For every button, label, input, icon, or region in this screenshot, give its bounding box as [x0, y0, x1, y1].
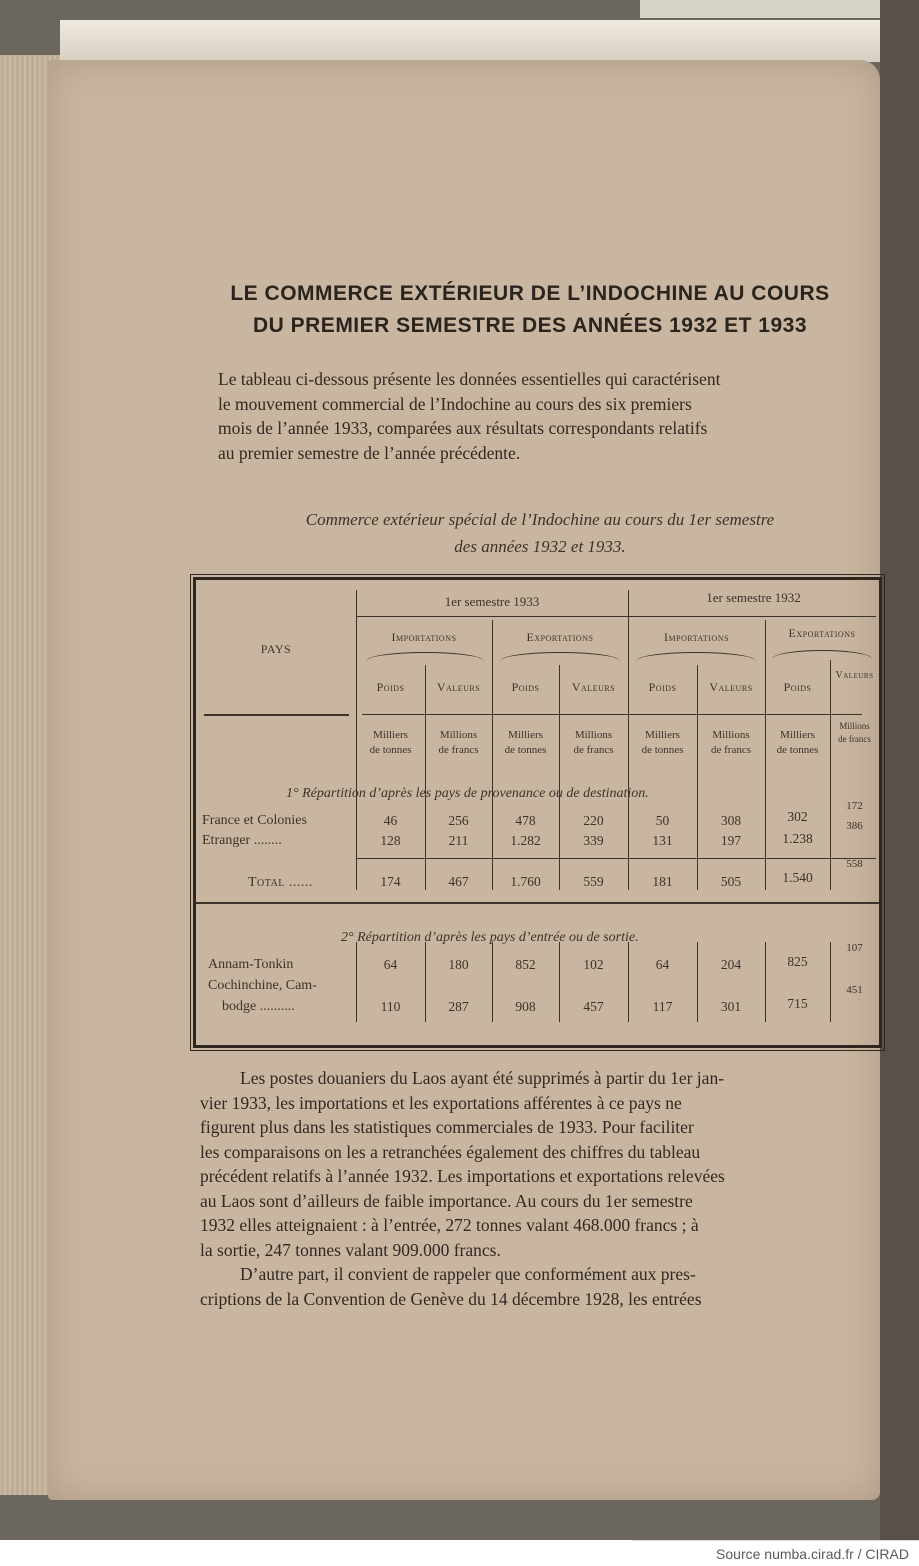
- exportations-1933-header: Exportations: [526, 630, 594, 644]
- unit-poids: Milliers de tonnes: [504, 729, 547, 756]
- para-line: 1932 elles atteignaient : à l’entrée, 272 tonnes valant 468.000 francs ; à: [200, 1215, 699, 1235]
- table-caption-line-2: des années 1932 et 1933.: [454, 537, 626, 556]
- intro-paragraph: [218, 367, 858, 465]
- title-line-2: DU PREMIER SEMESTRE DES ANNÉES 1932 ET 1933: [252, 314, 808, 337]
- poids-header: Poids: [511, 680, 540, 694]
- laos-paragraph: [200, 1066, 865, 1262]
- intro-line: au premier semestre de l’année précédente.: [218, 442, 521, 463]
- page-top-fold: [60, 20, 880, 62]
- unit-valeurs: Millions de francs: [710, 729, 751, 756]
- table-caption-line-1: Commerce extérieur spécial de l’Indochine au cours du 1er semestre: [305, 510, 775, 529]
- row-label-etranger: Etranger ........: [202, 833, 282, 848]
- para-line: les comparaisons on les a retranchées également des chiffres du tableau: [200, 1141, 701, 1162]
- valeurs-header: Valeurs: [436, 680, 481, 694]
- para-line: la sortie, 247 tonnes valant 909.000 francs.: [200, 1239, 501, 1260]
- binding-shadow: [880, 0, 919, 1540]
- para-line: précédent relatifs à l’année 1932. Les importations et exportations relevées: [200, 1166, 725, 1186]
- row-label-annam-tonkin: Annam-Tonkin: [208, 957, 294, 972]
- valeurs-header: Valeurs: [571, 680, 616, 694]
- intro-line: mois de l’année 1933, comparées aux résultats correspondants relatifs: [218, 418, 708, 438]
- poids-header: Poids: [376, 680, 405, 694]
- section-2-heading: 2° Répartition d’après les pays d’entrée ou de sortie.: [341, 930, 639, 945]
- row-label-total: Total ......: [248, 875, 313, 890]
- row-label-france: France et Colonies: [202, 813, 307, 828]
- row-label-cambodge: bodge ..........: [222, 999, 295, 1014]
- unit-valeurs: Millions de francs: [573, 729, 614, 756]
- section-1-heading: 1° Répartition d’après les pays de provenance ou de destination.: [286, 786, 649, 801]
- semester-1933-header: 1er semestre 1933: [444, 594, 540, 609]
- exportations-1932-header: Exportations: [788, 626, 856, 640]
- geneva-paragraph: [200, 1262, 865, 1311]
- para-line: D’autre part, il convient de rappeler que conformément aux pres-: [240, 1264, 696, 1284]
- valeurs-header: Valeurs: [835, 670, 874, 681]
- pays-header: PAYS: [260, 642, 292, 656]
- para-line: criptions de la Convention de Genève du 14 décembre 1928, les entrées: [200, 1288, 702, 1309]
- unit-poids: Milliers de tonnes: [369, 729, 412, 756]
- commerce-table: PAYS 1er semestre 1933 1er semestre 1932 Importations Exportations Importations Exportations Poids Valeurs Poids Valeurs Poids Valeurs Poids Valeurs Milliers de tonnes Millions de francs Milliers de tonnes Millions de francs Milliers de tonnes Millions de francs Milliers de tonnes Millions de francs 1° Répartition d’après les pays de provenance ou de destination. France et Colonies Etranger ........ Total ...... 46 256 478 220 50 308 302 172 128 211 1.282 339 131 197 1.238 386 174 467 1.760 559 181 505 1.540 558 2° Répartition d’après les pays d’entrée ou de sortie. Annam-Tonkin Cochinchine, Cam- bodge .......... 64 180 852 102 64 204 825 107 110 287 908 457 117 301 715 451: [193, 577, 882, 1048]
- intro-line: le mouvement commercial de l’Indochine au cours des six premiers: [218, 393, 692, 414]
- para-line: figurent plus dans les statistiques commerciales de 1933. Pour faciliter: [200, 1117, 694, 1137]
- poids-header: Poids: [648, 680, 677, 694]
- source-divider: [632, 1540, 919, 1541]
- valeurs-header: Valeurs: [709, 680, 753, 694]
- importations-1933-header: Importations: [391, 630, 457, 644]
- importations-1932-header: Importations: [664, 630, 729, 644]
- para-line: vier 1933, les importations et les exportations afférentes à ce pays ne: [200, 1092, 682, 1113]
- unit-poids: Milliers de tonnes: [641, 729, 684, 756]
- semester-1932-header: 1er semestre 1932: [706, 590, 801, 605]
- title-line-1: LE COMMERCE EXTÉRIEUR DE L’INDOCHINE AU COURS: [230, 282, 830, 305]
- unit-valeurs: Millions de francs: [838, 721, 871, 744]
- top-edge-strip: [640, 0, 919, 18]
- poids-header: Poids: [783, 680, 812, 694]
- unit-poids: Milliers de tonnes: [776, 729, 819, 756]
- source-credit: Source numba.cirad.fr / CIRAD: [716, 1546, 909, 1562]
- para-line: au Laos sont d’ailleurs de faible importance. Au cours du 1er semestre: [200, 1190, 693, 1211]
- para-line: Les postes douaniers du Laos ayant été supprimés à partir du 1er jan-: [240, 1068, 725, 1088]
- row-label-cochinchine: Cochinchine, Cam-: [208, 978, 317, 993]
- intro-line: Le tableau ci-dessous présente les données essentielles qui caractérisent: [218, 369, 721, 389]
- unit-valeurs: Millions de francs: [438, 729, 479, 756]
